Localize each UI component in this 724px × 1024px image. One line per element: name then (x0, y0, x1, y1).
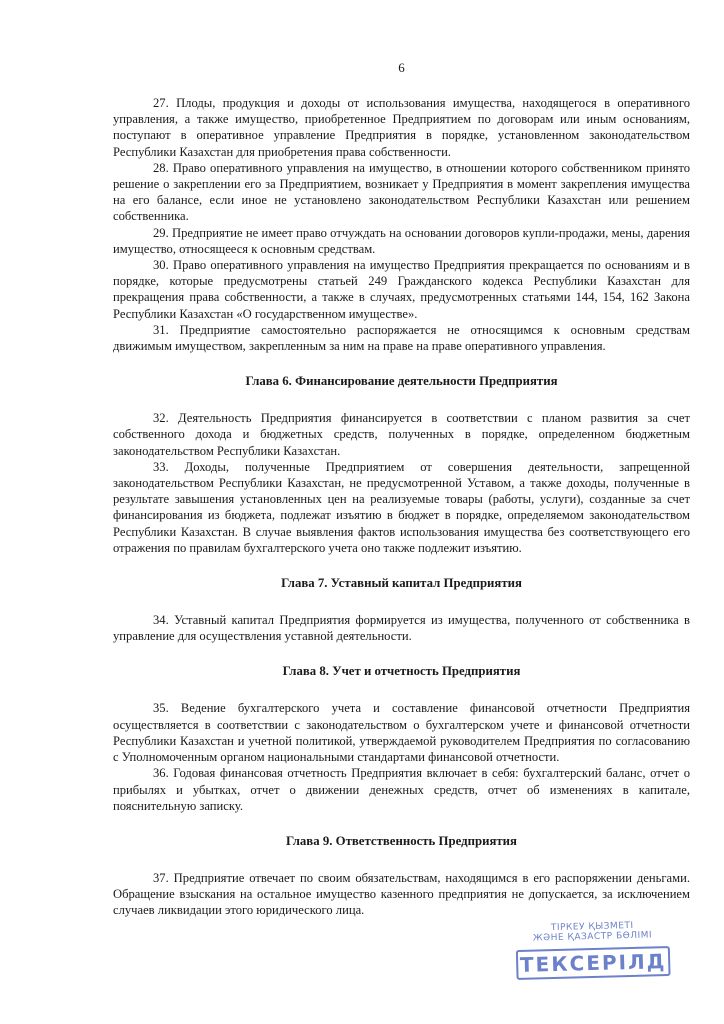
paragraph-34: 34. Уставный капитал Предприятия формируется из имущества, полученного от собственника в управление для осуществления уставной деятельности. (113, 613, 690, 644)
stamp-main-text: ТЕКСЕРІЛД (516, 946, 671, 980)
paragraph-33: 33. Доходы, полученные Предприятием от совершения деятельности, запрещенной законодательством Республики Казахстан, не предусмотренной Уставом, а также доходы, полученные в результате завышения установленных цен на реализуемые товары (работы, услуги), созданные за счет финансирования из бюджета, подлежат изъятию в бюджет в порядке, определяемом законодательством Республики Казахстан. В случае выявления фактов использования имущества без соответствующего его отражения по правилам бухгалтерского учета оно также подлежит изъятию. (113, 459, 690, 555)
chapter-9-heading: Глава 9. Ответственность Предприятия (286, 833, 517, 848)
paragraph-28: 28. Право оперативного управления на имущество, в отношении которого собственником принято решение о закреплении его за Предприятием, возникает у Предприятия в момент закрепления имущества на его балансе, если иное не установлено законодательством Республики Казахстан или решением собственника. (113, 160, 690, 224)
paragraph-36: 36. Годовая финансовая отчетность Предприятия включает в себя: бухгалтерский баланс, отчет о прибылях и убытках, отчет о движении денежных средств, отчет об изменениях в капитале, пояснительную записку. (113, 766, 690, 813)
paragraph-29: 29. Предприятие не имеет право отчуждать на основании договоров купли-продажи, мены, дарения имущество, относящееся к основным средствам. (113, 225, 690, 256)
chapter-6-heading: Глава 6. Финансирование деятельности Предприятия (245, 374, 558, 389)
paragraph-30: 30. Право оперативного управления на имущество Предприятия прекращается по основаниям и в порядке, которые предусмотрены статьей 249 Гражданского кодекса Республики Казахстан для прекращения права собственности, а также в случаях, предусмотренных статьями 144, 154, 162 Закона Республики Казахстан «О государственном имуществе». (113, 258, 690, 321)
paragraph-27: 27. Плоды, продукция и доходы от использования имущества, находящегося в оперативного управления, а также имущество, приобретенное Предприятием по договорам или иным основаниям, поступают в оперативное управление Предприятия в порядке, установленном законодательством Республики Казахстан для приобретения права собственности. (113, 96, 690, 159)
chapter-7-heading: Глава 7. Уставный капитал Предприятия (281, 576, 522, 591)
stamp-line-2: ЖӘНЕ ҚАЗАСТР БӨЛІМІ (532, 930, 653, 944)
paragraph-35: 35. Ведение бухгалтерского учета и составление финансовой отчетности Предприятия осуществляется в соответствии с законодательством о бухгалтерском учете и финансовой отчетности Республики Казахстан и учетной политикой, утверждаемой руководителем Предприятия по согласованию с Уполномоченным органом национальными стандартами финансовой отчетности. (113, 701, 690, 765)
paragraph-31: 31. Предприятие самостоятельно распоряжается не относящимся к основным средствам движимым имуществом, закрепленным за ним на праве на праве оперативного управления. (113, 322, 690, 354)
paragraph-32: 32. Деятельность Предприятия финансируется в соответствии с планом развития за счет собственного дохода и бюджетных средств, полученных в порядке, определенном бюджетным законодательством Республики Казахстан. (113, 411, 690, 458)
paragraph-37: 37. Предприятие отвечает по своим обязательствам, находящимся в его распоряжении деньгами. Обращение взыскания на остальное имущество казенного предприятия не допускается, за исключением случаев ликвидации этого юридического лица. (113, 870, 690, 918)
chapter-8-heading: Глава 8. Учет и отчетность Предприятия (282, 664, 521, 679)
page-number: 6 (398, 60, 405, 75)
stamp-line-1: ТІРКЕУ ҚЫЗМЕТІ (550, 920, 634, 934)
verification-stamp (499, 920, 687, 991)
